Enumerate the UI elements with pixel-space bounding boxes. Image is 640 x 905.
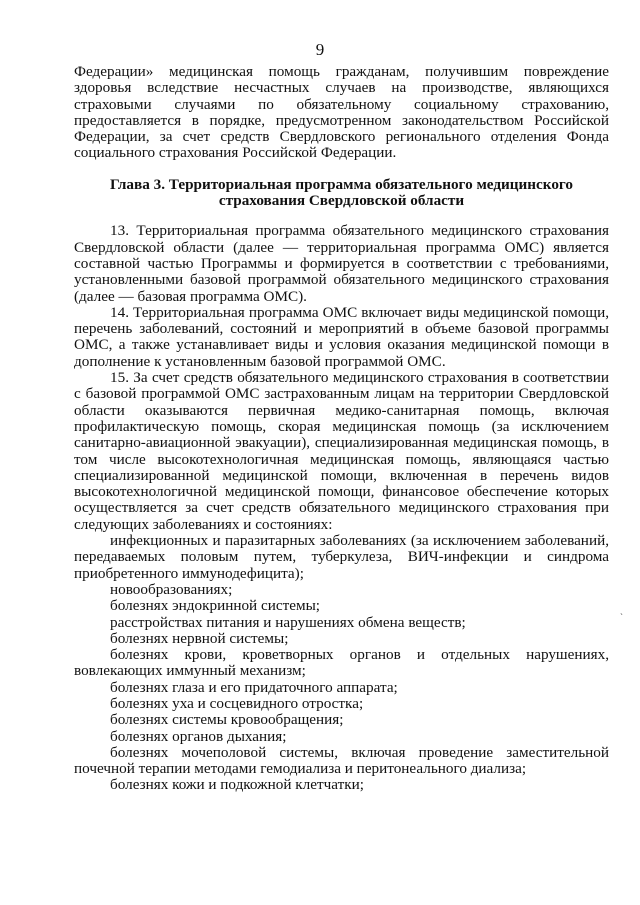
- list-item: болезнях эндокринной системы;: [110, 597, 320, 615]
- list-item: болезнях системы кровообращения;: [110, 711, 344, 729]
- list-item: болезнях органов дыхания;: [110, 727, 287, 745]
- paragraph-13: 13. Территориальная программа обязательного медицинского страхования Свердловской области (далее — территориальная программа ОМС) является составной частью Программы и формируется в соответствии с требованиями, установленными базовой программой обязательного медицинского страхования (далее — базовая программа ОМС).: [74, 222, 609, 305]
- paragraph-15: 15. За счет средств обязательного медицинского страхования в соответствии с базовой программой ОМС застрахованным лицам на территории Свердловской области оказываются первичная медико-санитарная помощь, включая профилактическую помощь, скорая медицинская помощь (за исключением санитарно-авиационной эвакуации), специализированная медицинская помощь, в том числе высокотехнологичная медицинская помощь, являющаяся частью специализированной медицинской помощи, включенная в перечень видов высокотехнологичной медицинской помощи, финансовое обеспечение которых осуществляется за счет средств обязательного медицинского страхования при следующих заболеваниях и состояниях:: [74, 369, 609, 533]
- list-item: болезнях уха и сосцевидного отростка;: [110, 694, 364, 712]
- list-item: болезнях глаза и его придаточного аппарата;: [110, 678, 398, 696]
- paragraph-14: 14. Территориальная программа ОМС включает виды медицинской помощи, перечень заболеваний, состояний и мероприятий в объеме базовой программы ОМС, а также устанавливает виды и условия оказания медицинской помощи в дополнение к установленным базовой программой ОМС.: [74, 303, 609, 370]
- list-item: расстройствах питания и нарушениях обмена веществ;: [110, 613, 466, 631]
- chapter-heading: [74, 177, 609, 210]
- scan-speck: ˏ: [620, 605, 623, 615]
- chapter-heading-line: Глава 3. Территориальная программа обязательного медицинского: [109, 175, 574, 193]
- list-item: болезнях мочеполовой системы, включая проведение заместительной почечной терапии методами гемодиализа и перитонеального диализа;: [74, 743, 609, 778]
- list-item: болезнях крови, кроветворных органов и отдельных нарушениях, вовлекающих иммунный механизм;: [74, 646, 609, 680]
- intro-paragraph: Федерации» медицинская помощь гражданам, получившим повреждение здоровья вследствие несчастных случаев на производстве, являющихся страховыми случаями по обязательному социальному страхованию, предоставляется в порядке, предусмотренном законодательством Российской Федерации, за счет средств Свердловского регионального отделения Фонда социального страхования Российской Федерации.: [74, 63, 609, 162]
- document-body: [74, 64, 609, 794]
- list-item: новообразованиях;: [110, 580, 233, 598]
- list-item: инфекционных и паразитарных заболеваниях (за исключением заболеваний, передаваемых половым путем, туберкулеза, ВИЧ-инфекции и синдрома приобретенного иммунодефицита);: [74, 532, 609, 582]
- page-number: 9: [315, 40, 325, 59]
- list-item: болезнях кожи и подкожной клетчатки;: [110, 776, 364, 794]
- chapter-heading-line: страхования Свердловской области: [218, 192, 465, 210]
- list-item: болезнях нервной системы;: [110, 629, 289, 647]
